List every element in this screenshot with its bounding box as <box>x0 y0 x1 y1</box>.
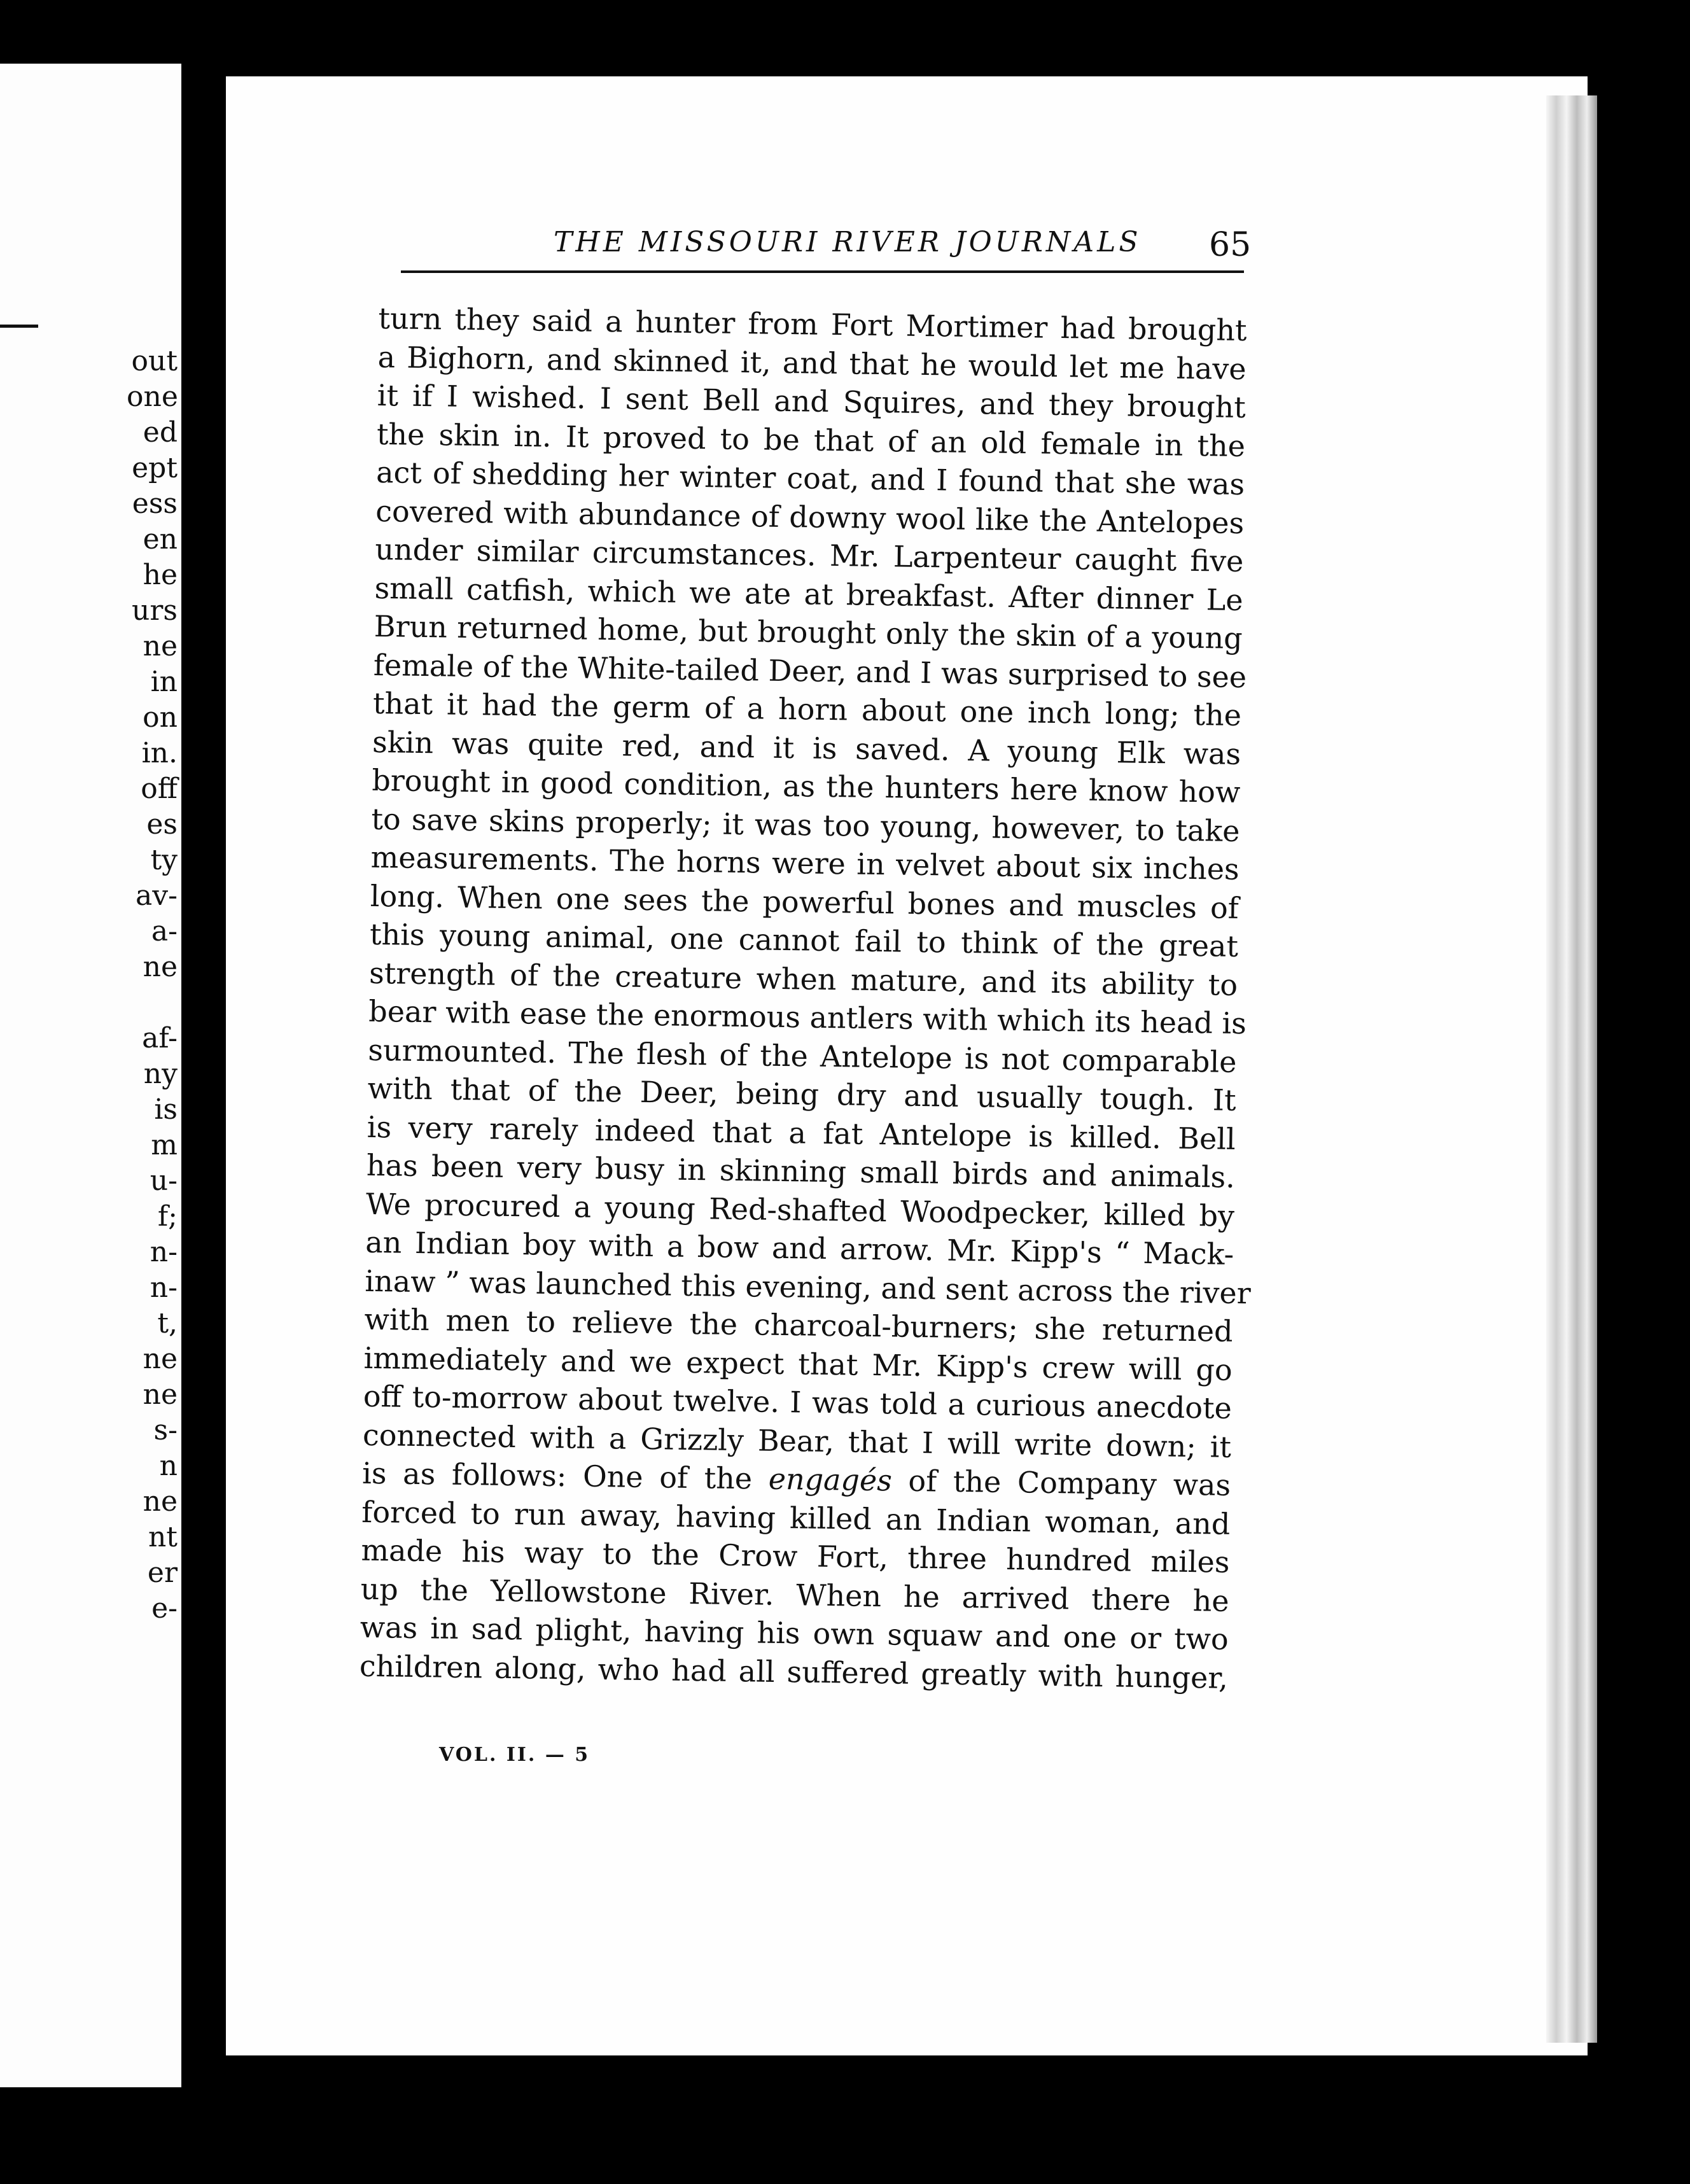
left-fragment: ne <box>143 630 178 662</box>
left-fragment: es <box>146 808 178 841</box>
body-line: Brun returned home, but brought only the skin of a young <box>374 608 1243 656</box>
body-line: measurements. The horns were in velvet about six inches <box>370 839 1240 886</box>
body-line: has been very busy in skinning small birds and animals. <box>366 1147 1236 1194</box>
body-line: it if I wished. I sent Bell and Squires, and they brought <box>377 377 1247 425</box>
body-line: to save skins properly; it was too young, however, to take <box>371 801 1240 848</box>
page-number: 65 <box>1209 226 1252 264</box>
left-fragment: ne <box>143 1485 178 1518</box>
left-fragment: ept <box>132 452 178 484</box>
left-fragment: on <box>143 701 178 734</box>
left-fragment: ess <box>132 487 178 520</box>
left-fragment: n- <box>150 1236 178 1268</box>
left-page-text-fragments <box>127 344 178 1627</box>
left-fragment: urs <box>132 594 178 627</box>
body-line: children along, who had all suffered greatly with hunger, <box>359 1648 1229 1695</box>
body-line: with men to relieve the charcoal-burners; she returned <box>364 1301 1233 1348</box>
left-fragment: ny <box>143 1058 178 1090</box>
left-fragment: ty <box>150 844 178 876</box>
left-fragment: one <box>127 381 178 413</box>
body-line: is as follows: One of the engagés of the Company was <box>361 1455 1231 1502</box>
page-edge <box>1546 95 1597 2043</box>
body-line: small catfish, which we ate at breakfast. After dinner Le <box>374 570 1243 617</box>
left-fragment: ne <box>143 951 178 983</box>
left-page-rule <box>0 325 38 328</box>
body-line: bear with ease the enormous antlers with which its head is <box>368 993 1247 1041</box>
body-line: made his way to the Crow Fort, three hundred miles <box>361 1532 1230 1579</box>
left-fragment: av- <box>136 879 178 912</box>
left-fragment: ed <box>143 416 178 449</box>
left-fragment: nt <box>148 1521 178 1553</box>
left-fragment: a- <box>151 915 178 948</box>
body-line: is very rarely indeed that a fat Antelope is killed. Bell <box>367 1109 1236 1156</box>
left-fragment: u- <box>150 1165 178 1197</box>
body-line: female of the White-tailed Deer, and I was surprised to see <box>373 647 1247 694</box>
body-line: an Indian boy with a bow and arrow. Mr. Kipp's “ Mack- <box>365 1224 1234 1271</box>
left-fragment: ne <box>143 1343 178 1375</box>
body-line: surmounted. The flesh of the Antelope is not comparable <box>368 1032 1237 1079</box>
left-fragment: n <box>159 1450 178 1482</box>
body-line: the skin in. It proved to be that of an old female in the <box>376 416 1246 463</box>
body-line: act of shedding her winter coat, and I found that she was <box>375 454 1245 502</box>
body-line: strength of the creature when mature, and its ability to <box>368 955 1238 1002</box>
left-fragment <box>127 985 178 1021</box>
body-line: was in sad plight, having his own squaw and one or two <box>360 1609 1229 1656</box>
body-line: that it had the germ of a horn about one inch long; the <box>372 685 1242 732</box>
left-fragment: n- <box>150 1271 178 1304</box>
left-fragment: f; <box>157 1200 178 1233</box>
body-line: turn they said a hunter from Fort Mortimer had brought <box>378 300 1247 348</box>
running-head: THE MISSOURI RIVER JOURNALS <box>554 226 1142 258</box>
left-page <box>0 64 181 2087</box>
left-fragment: s- <box>153 1414 178 1446</box>
body-line: brought in good condition, as the hunters here know how <box>372 762 1241 809</box>
body-line: covered with abundance of downy wool like the Antelopes <box>375 493 1245 540</box>
left-fragment: e- <box>151 1592 178 1625</box>
body-line: this young animal, one cannot fail to think of the great <box>369 916 1239 963</box>
left-fragment: off <box>141 773 178 805</box>
body-line: off to-morrow about twelve. I was told a curious anecdote <box>363 1378 1233 1425</box>
left-fragment: af- <box>142 1022 178 1054</box>
left-fragment: in. <box>141 737 178 769</box>
body-line: We procured a young Red-shafted Woodpecker, killed by <box>365 1186 1235 1233</box>
body-line: under similar circumstances. Mr. Larpenteur caught five <box>375 531 1244 579</box>
left-fragment: he <box>143 559 178 591</box>
left-fragment: is <box>154 1093 178 1126</box>
body-line: long. When one sees the powerful bones and muscles of <box>370 878 1240 925</box>
body-line: connected with a Grizzly Bear, that I will write down; it <box>362 1417 1232 1464</box>
left-fragment: ne <box>143 1378 178 1411</box>
body-line: up the Yellowstone River. When he arrived there he <box>360 1571 1229 1618</box>
left-fragment: out <box>131 345 178 377</box>
body-line: immediately and we expect that Mr. Kipp's crew will go <box>363 1340 1233 1387</box>
signature-mark: VOL. II. — 5 <box>439 1744 590 1766</box>
body-line: forced to run away, having killed an Indian woman, and <box>361 1494 1231 1541</box>
body-line: a Bighorn, and skinned it, and that he would let me have <box>377 339 1247 386</box>
left-fragment: t, <box>157 1307 178 1340</box>
left-fragment: m <box>151 1129 178 1161</box>
header-rule <box>401 270 1244 273</box>
left-fragment: er <box>147 1557 178 1589</box>
body-text <box>359 299 1252 1697</box>
left-fragment: in <box>150 666 178 698</box>
left-fragment: en <box>143 523 178 556</box>
body-line: skin was quite red, and it is saved. A young Elk was <box>372 724 1241 771</box>
body-line: with that of the Deer, being dry and usually tough. It <box>367 1070 1236 1117</box>
body-line: inaw ” was launched this evening, and sent across the river <box>365 1263 1252 1310</box>
